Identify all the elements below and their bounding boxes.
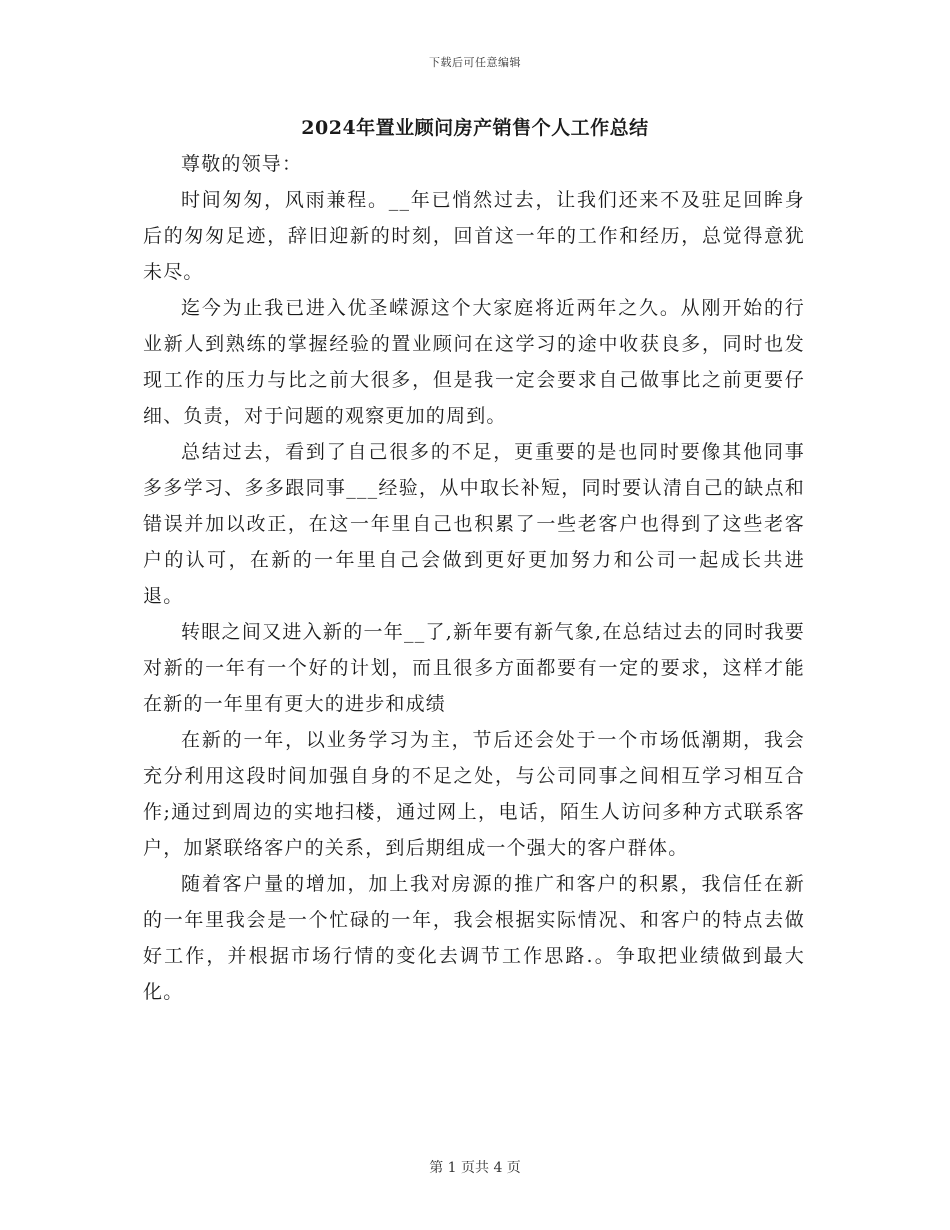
paragraph: 在新的一年，以业务学习为主，节后还会处于一个市场低潮期，我会充分利用这段时间加强自身的不足之处，与公司同事之间相互学习相互合作;通过到周边的实地扫楼，通过网上，电话，陌生人访问多种方式联系客户，加紧联络客户的关系，到后期组成一个强大的客户群体。	[143, 729, 805, 859]
document-body	[143, 146, 805, 1010]
download-editable-note: 下载后可任意编辑	[429, 56, 521, 69]
page-number: 第 1 页共 4 页	[429, 1160, 521, 1176]
salutation: 尊敬的领导：	[181, 153, 303, 175]
paragraph: 转眼之间又进入新的一年__了,新年要有新气象,在总结过去的同时我要对新的一年有一个好的计划，而且很多方面都要有一定的要求，这样才能在新的一年里有更大的进步和成绩	[143, 621, 805, 715]
document-title: 2024年置业顾问房产销售个人工作总结	[301, 117, 649, 139]
paragraph: 随着客户量的增加，加上我对房源的推广和客户的积累，我信任在新的一年里我会是一个忙碌的一年，我会根据实际情况、和客户的特点去做好工作，并根据市场行情的变化去调节工作思路.。争取把业绩做到最大化。	[143, 873, 805, 1003]
paragraph: 迄今为止我已进入优圣嵘源这个大家庭将近两年之久。从刚开始的行业新人到熟练的掌握经验的置业顾问在这学习的途中收获良多，同时也发现工作的压力与比之前大很多，但是我一定会要求自己做事比之前更要仔细、负责，对于问题的观察更加的周到。	[143, 297, 805, 427]
paragraph: 时间匆匆，风雨兼程。__年已悄然过去，让我们还来不及驻足回眸身后的匆匆足迹，辞旧迎新的时刻，回首这一年的工作和经历，总觉得意犹未尽。	[143, 189, 805, 283]
paragraph: 总结过去，看到了自己很多的不足，更重要的是也同时要像其他同事多多学习、多多跟同事___经验，从中取长补短，同时要认清自己的缺点和错误并加以改正，在这一年里自己也积累了一些老客户也得到了这些老客户的认可，在新的一年里自己会做到更好更加努力和公司一起成长共进退。	[143, 441, 805, 607]
